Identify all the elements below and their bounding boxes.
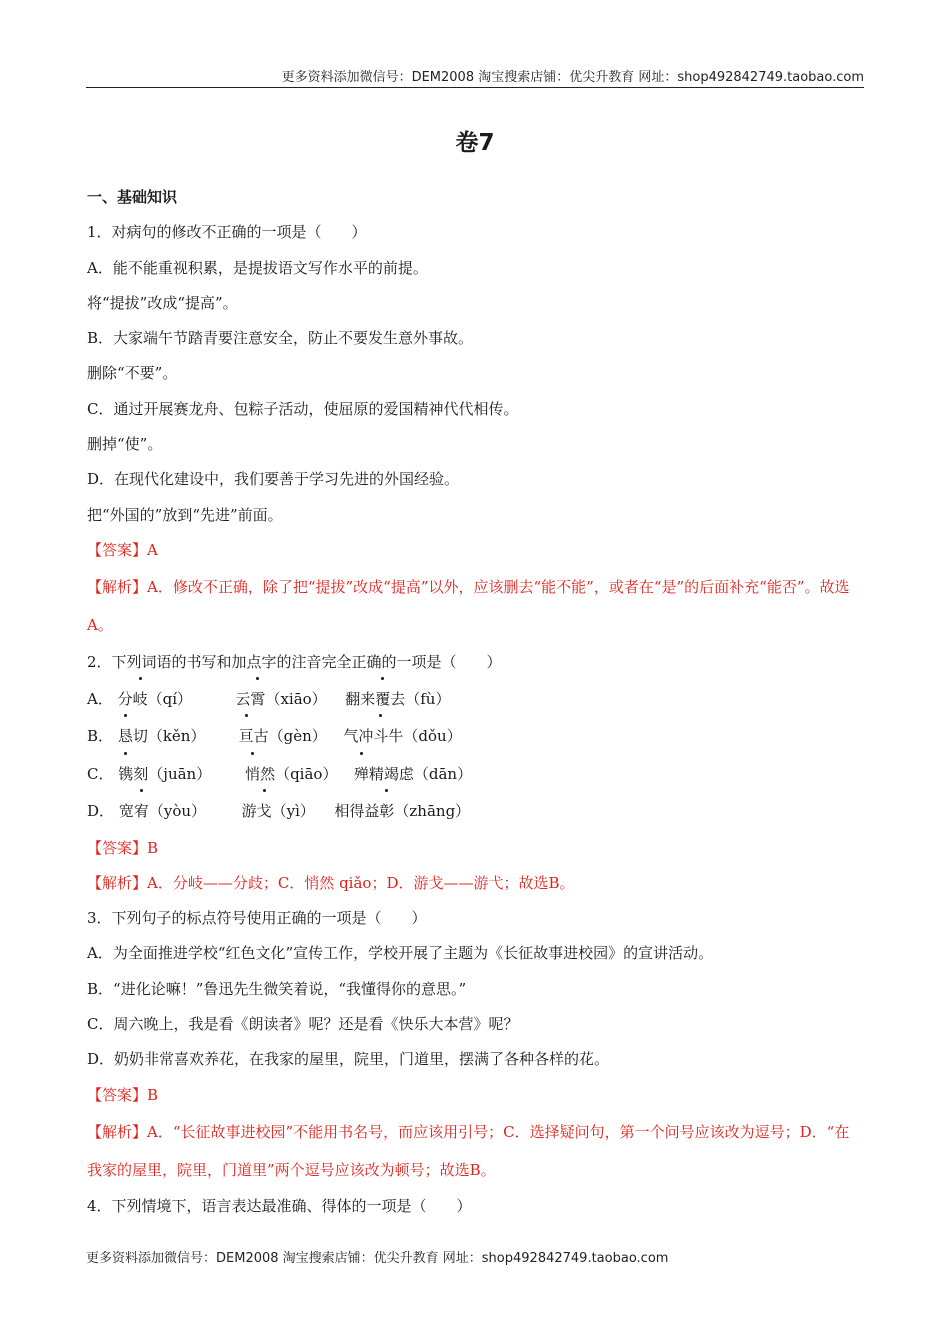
q2-d-word-1: 宽宥（yòu） <box>119 793 237 831</box>
q1-option-b: B．大家端午节踏青要注意安全，防止不要发生意外事故。 <box>87 329 474 348</box>
q2-a-word-3: 翻来覆去（fù） <box>345 681 450 719</box>
q1-answer: 【答案】A <box>87 540 158 559</box>
dotted-char: 戈 <box>257 793 272 831</box>
q2-c-word-1: 镌刻（juān） <box>118 756 240 794</box>
q2-answer: 【答案】B <box>87 838 159 857</box>
q2-c-word-3: 殚精竭虑（dān） <box>354 756 472 794</box>
q1-option-c: C．通过开展赛龙舟、包粽子活动，使屈原的爱国精神代代相传。 <box>87 399 519 418</box>
dotted-char: 覆 <box>375 681 390 719</box>
q3-stem: 3．下列句子的标点符号使用正确的一项是（ ） <box>87 909 427 928</box>
q1-fix-d: 把“外国的”放到“先进”前面。 <box>87 505 283 524</box>
q2-a-word-2: 云霄（xiāo） <box>235 681 340 719</box>
q2-a-word-1: 分岐（qí） <box>118 681 231 719</box>
q1-fix-a: 将“提拔”改成“提高”。 <box>87 293 238 312</box>
q2-option-c <box>87 756 864 794</box>
page-header: 更多资料添加微信号：DEM2008 淘宝搜索店铺：优尖升教育 网址：shop492842749.taobao.com <box>281 70 864 85</box>
q2-stem: 2．下列词语的书写和加点字的注音完全正确的一项是（ ） <box>87 653 502 672</box>
q2-b-word-2: 亘古（gèn） <box>239 718 339 756</box>
q2-c-word-2: 悄然（qiāo） <box>245 756 349 794</box>
dotted-char: 斗 <box>373 718 388 756</box>
dotted-char: 亘 <box>239 718 254 756</box>
q2-option-b <box>87 718 864 756</box>
q3-option-a: A．为全面推进学校“红色文化”宣传工作，学校开展了主题为《长征故事进校园》的宣讲活动。 <box>87 944 714 963</box>
q3-option-b: B．“进化论嘛！”鲁迅先生微笑着说，“我懂得你的意思。” <box>87 979 467 998</box>
q1-analysis: 【解析】A．修改不正确，除了把“提拔”改成“提高”以外，应该删去“能不能”，或者在“是”的后面补充“能否”。故选A。 <box>87 578 850 635</box>
q2-d-word-3: 相得益彰（zhāng） <box>334 793 470 831</box>
q2-option-d <box>87 793 864 831</box>
document-body <box>87 180 864 1224</box>
q1-stem: 1．对病句的修改不正确的一项是（ ） <box>87 223 367 242</box>
option-label: B． <box>87 727 114 746</box>
q2-b-word-1: 恳切（kěn） <box>118 718 234 756</box>
q1-fix-b: 删除“不要”。 <box>87 364 178 383</box>
q2-analysis: 【解析】A．分岐——分歧；C．悄然 qiǎo；D．游戈——游弋；故选B。 <box>87 873 575 892</box>
q3-answer: 【答案】B <box>87 1085 159 1104</box>
page-title: 卷7 <box>455 130 495 156</box>
dotted-char: 宥 <box>134 793 149 831</box>
q3-option-d: D．奶奶非常喜欢养花，在我家的屋里，院里，门道里，摆满了各种各样的花。 <box>87 1050 610 1069</box>
section-heading: 一、基础知识 <box>87 188 178 206</box>
page-footer: 更多资料添加微信号：DEM2008 淘宝搜索店铺：优尖升教育 网址：shop492842749.taobao.com <box>86 1251 669 1266</box>
q2-d-word-2: 游戈（yì） <box>242 793 330 831</box>
option-label: A． <box>87 689 113 708</box>
dotted-char: 镌 <box>118 756 133 794</box>
option-label: C． <box>87 764 114 783</box>
dotted-char: 悄 <box>245 756 260 794</box>
q3-analysis: 【解析】A．“长征故事进校园”不能用书名号，而应该用引号；C．选择疑问句，第一个问号应该改为逗号；D．“在我家的屋里，院里，门道里”两个逗号应该改为顿号；故选B。 <box>87 1122 850 1179</box>
q1-option-a: A．能不能重视积累，是提拔语文写作水平的前提。 <box>87 258 428 277</box>
q3-option-c: C．周六晚上，我是看《朗读者》呢？还是看《快乐大本营》呢？ <box>87 1015 519 1034</box>
q2-b-word-3: 气冲斗牛（dǒu） <box>343 718 461 756</box>
q1-option-d: D．在现代化建设中，我们要善于学习先进的外国经验。 <box>87 470 460 489</box>
dotted-char: 霄 <box>250 681 265 719</box>
q1-fix-c: 删掉“使”。 <box>87 435 163 454</box>
dotted-char: 恳 <box>118 718 133 756</box>
dotted-char: 彰 <box>379 793 394 831</box>
dotted-char: 岐 <box>133 681 148 719</box>
q2-option-a <box>87 681 864 719</box>
header-divider <box>86 87 864 88</box>
option-label: D． <box>87 802 115 821</box>
q4-stem: 4．下列情境下，语言表达最准确、得体的一项是（ ） <box>87 1196 472 1215</box>
dotted-char: 殚 <box>354 756 369 794</box>
